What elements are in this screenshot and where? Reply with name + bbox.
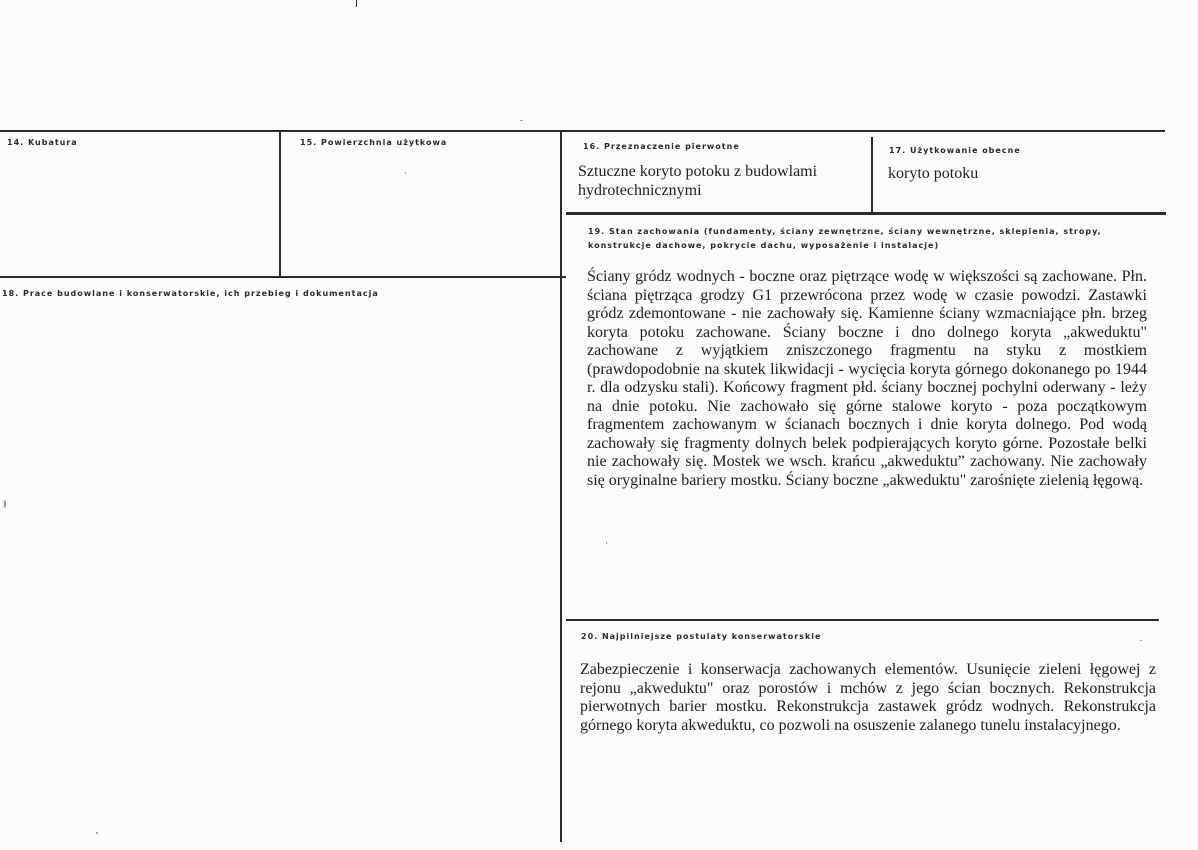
field-17-label: 17. Użytkowanie obecne [889, 146, 1021, 155]
rule-under-14-15 [0, 276, 566, 278]
rule-above-20 [566, 619, 1159, 621]
divider-16-17 [871, 137, 873, 213]
top-edge-tick [356, 0, 357, 7]
field-19-value: Ściany gródz wodnych - boczne oraz piętrzące wodę w większości są zachowane. Płn. ściana piętrząca grodzy G1 przewrócona przez wodę w czasie powodzi. Zastawki gródz zdemontowane - nie zachowały się. Kamienne ściany wzmacniające płn. brzeg koryta potoku zachowane. Ściany boczne i dno dolnego koryta „akweduktu" zachowane z wyjątkiem zniszczonego fragmentu na styku z mostkiem (prawdopodobnie na skutek likwidacji - wycięcia koryta górnego dokonanego po 1944 r. dla odzysku stali). Końcowy fragment płd. ściany bocznej pochylni oderwany - leży na dnie potoku. Nie zachowało się górne stalowe koryto - poza początkowym fragmentem zachowanym w ścianach bocznych i dnie koryta dolnego. Pod wodą zachowały się fragmenty dolnych belek podpierających koryto górne. Pozostałe belki nie zachowały się. Mostek we wsch. krańcu „akweduktu” zachowany. Nie zachowały się oryginalne bariery mostku. Ściany boczne „akweduktu" zarośnięte zielenią łęgową. [587, 268, 1147, 489]
field-18-label: 18. Prace budowlane i konserwatorskie, ich przebieg i dokumentacja [2, 289, 379, 298]
scan-speck [4, 500, 6, 508]
field-20-value: Zabezpieczenie i konserwacja zachowanych elementów. Usunięcie zieleni łęgowej z rejonu „akweduktu" oraz porostów i mchów z jego ścian bocznych. Rekonstrukcja pierwotnych barier mostku. Rekonstrukcja zastawek gródz wodnych. Rekonstrukcja górnego koryta akweduktu, co pozwoli na osuszenie zalanego tunelu instalacyjnego. [580, 661, 1156, 734]
scan-speck [606, 542, 607, 544]
divider-14-15 [279, 130, 281, 277]
field-14-label: 14. Kubatura [7, 138, 78, 147]
scan-speck [96, 832, 98, 834]
scan-speck [520, 120, 523, 121]
rule-under-16-17 [566, 212, 1166, 215]
scan-speck [1140, 640, 1142, 641]
top-rule [0, 130, 1165, 132]
scan-speck [405, 172, 406, 174]
field-19-label: 19. Stan zachowania (fundamenty, ściany zewnętrzne, ściany wewnętrzne, sklepienia, stropy, konstrukcje dachowe, pokrycie dachu, wyposażenie i instalacje) [588, 227, 1102, 250]
field-17-value: koryto potoku [888, 165, 979, 182]
field-15-label: 15. Powierzchnia użytkowa [300, 138, 448, 147]
field-20-label: 20. Najpilniejsze postulaty konserwatorskie [581, 632, 822, 641]
divider-left-right [560, 130, 562, 842]
field-16-label: 16. Przeznaczenie pierwotne [583, 142, 740, 151]
field-16-value: Sztuczne koryto potoku z budowlami hydrotechnicznymi [578, 163, 818, 199]
